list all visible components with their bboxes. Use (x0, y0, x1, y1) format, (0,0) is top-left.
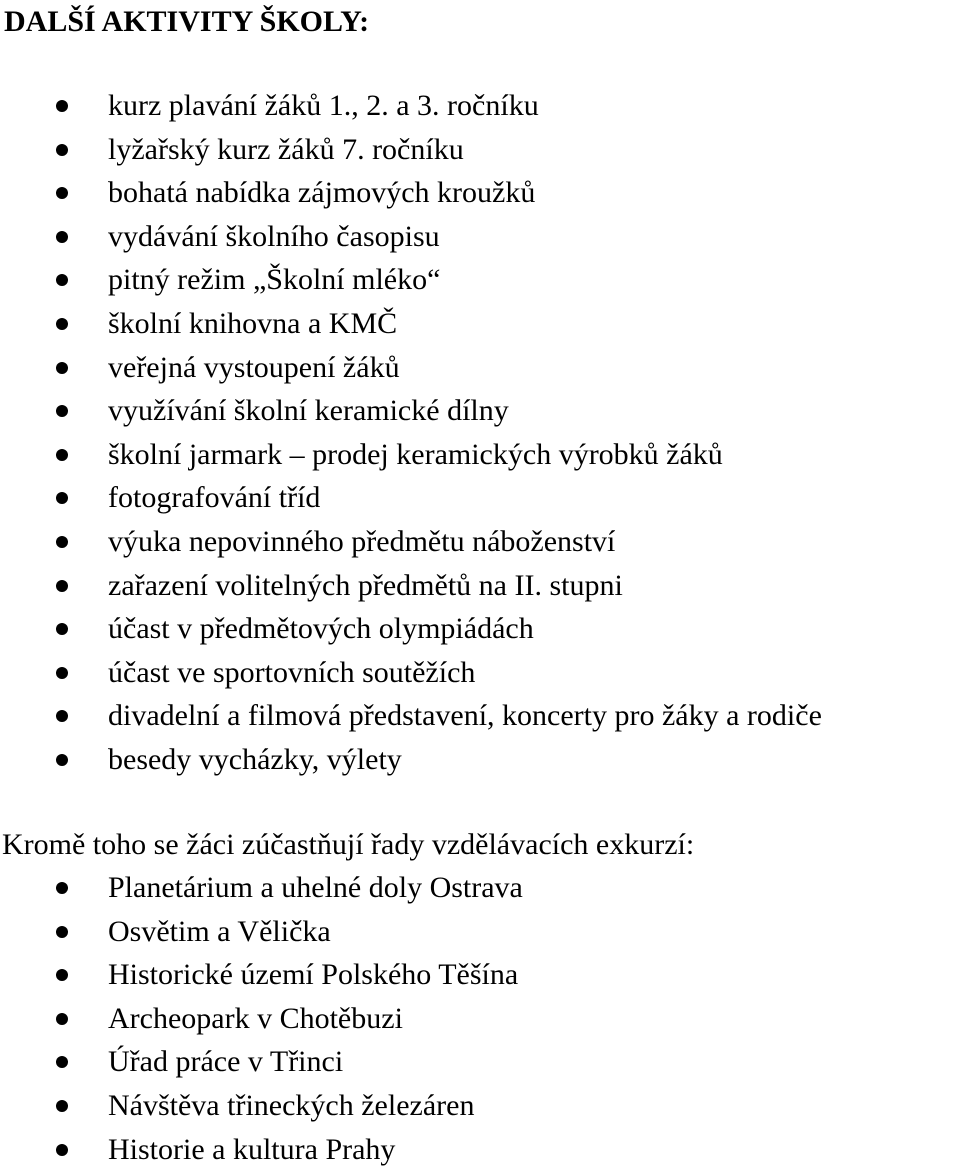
list-item-text: školní jarmark – prodej keramických výrobků žáků (108, 437, 723, 471)
list-item (0, 84, 822, 128)
bullet-icon (56, 318, 68, 330)
list-item-text: lyžařský kurz žáků 7. ročníku (108, 132, 464, 166)
list-item (0, 433, 822, 477)
page-title: DALŠÍ AKTIVITY ŠKOLY: (4, 5, 370, 38)
list-item (0, 476, 822, 520)
list-item (0, 128, 822, 172)
list-item (0, 651, 822, 695)
bullet-icon (56, 405, 68, 417)
excursions-list (0, 866, 523, 1171)
list-item-text: účast v předmětových olympiádách (108, 612, 534, 646)
list-item-text: besedy vycházky, výlety (108, 742, 402, 776)
bullet-icon (56, 362, 68, 374)
list-item (0, 607, 822, 651)
list-item (0, 1128, 523, 1171)
list-item-text: vydávání školního časopisu (108, 219, 440, 253)
list-item (0, 953, 523, 997)
list-item (0, 171, 822, 215)
bullet-icon (56, 1144, 68, 1156)
list-item-text: Planetárium a uhelné doly Ostrava (108, 871, 523, 904)
bullet-icon (56, 667, 68, 679)
bullet-icon (56, 1100, 68, 1112)
excursions-intro: Kromě toho se žáci zúčastňují řady vzdělávacích exkurzí: (2, 828, 695, 861)
list-item (0, 997, 523, 1041)
list-item-text: využívání školní keramické dílny (108, 394, 509, 428)
list-item-text: Osvětim a Vělička (108, 914, 331, 948)
list-item-text: pitný režim „Školní mléko“ (108, 263, 441, 297)
list-item (0, 564, 822, 608)
bullet-icon (56, 144, 68, 156)
list-item (0, 346, 822, 390)
list-item-text: účast ve sportovních soutěžích (108, 655, 476, 689)
list-item-text: výuka nepovinného předmětu náboženství (108, 524, 616, 558)
bullet-icon (56, 536, 68, 548)
bullet-icon (56, 969, 68, 981)
list-item-text: školní knihovna a KMČ (108, 306, 398, 340)
list-item-text: kurz plavání žáků 1., 2. a 3. ročníku (108, 89, 539, 122)
list-item-text: zařazení volitelných předmětů na II. stupni (108, 568, 623, 602)
bullet-icon (56, 231, 68, 243)
bullet-icon (56, 1056, 68, 1068)
list-item-text: fotografování tříd (108, 481, 321, 515)
bullet-icon (56, 580, 68, 592)
bullet-icon (56, 100, 68, 112)
list-item (0, 215, 822, 259)
bullet-icon (56, 449, 68, 461)
bullet-icon (56, 492, 68, 504)
bullet-icon (56, 882, 68, 894)
bullet-icon (56, 187, 68, 199)
list-item (0, 258, 822, 302)
list-item (0, 302, 822, 346)
list-item-text: Úřad práce v Třinci (108, 1045, 344, 1079)
bullet-icon (56, 754, 68, 766)
list-item (0, 1040, 523, 1084)
bullet-icon (56, 623, 68, 635)
bullet-icon (56, 1013, 68, 1025)
list-item-text: divadelní a filmová představení, koncerty pro žáky a rodiče (108, 699, 822, 733)
bullet-icon (56, 710, 68, 722)
bullet-icon (56, 926, 68, 938)
list-item-text: Návštěva třineckých železáren (108, 1088, 475, 1122)
list-item-text: Archeopark v Chotěbuzi (108, 1001, 403, 1035)
list-item (0, 520, 822, 564)
list-item (0, 866, 523, 910)
list-item-text: veřejná vystoupení žáků (108, 350, 400, 384)
list-item (0, 1084, 523, 1128)
list-item (0, 694, 822, 738)
list-item (0, 738, 822, 782)
list-item-text: bohatá nabídka zájmových kroužků (108, 176, 536, 210)
list-item-text: Historické území Polského Těšína (108, 958, 519, 992)
activities-list (0, 84, 822, 782)
list-item (0, 910, 523, 954)
list-item (0, 389, 822, 433)
list-item-text: Historie a kultura Prahy (108, 1132, 396, 1166)
bullet-icon (56, 274, 68, 286)
